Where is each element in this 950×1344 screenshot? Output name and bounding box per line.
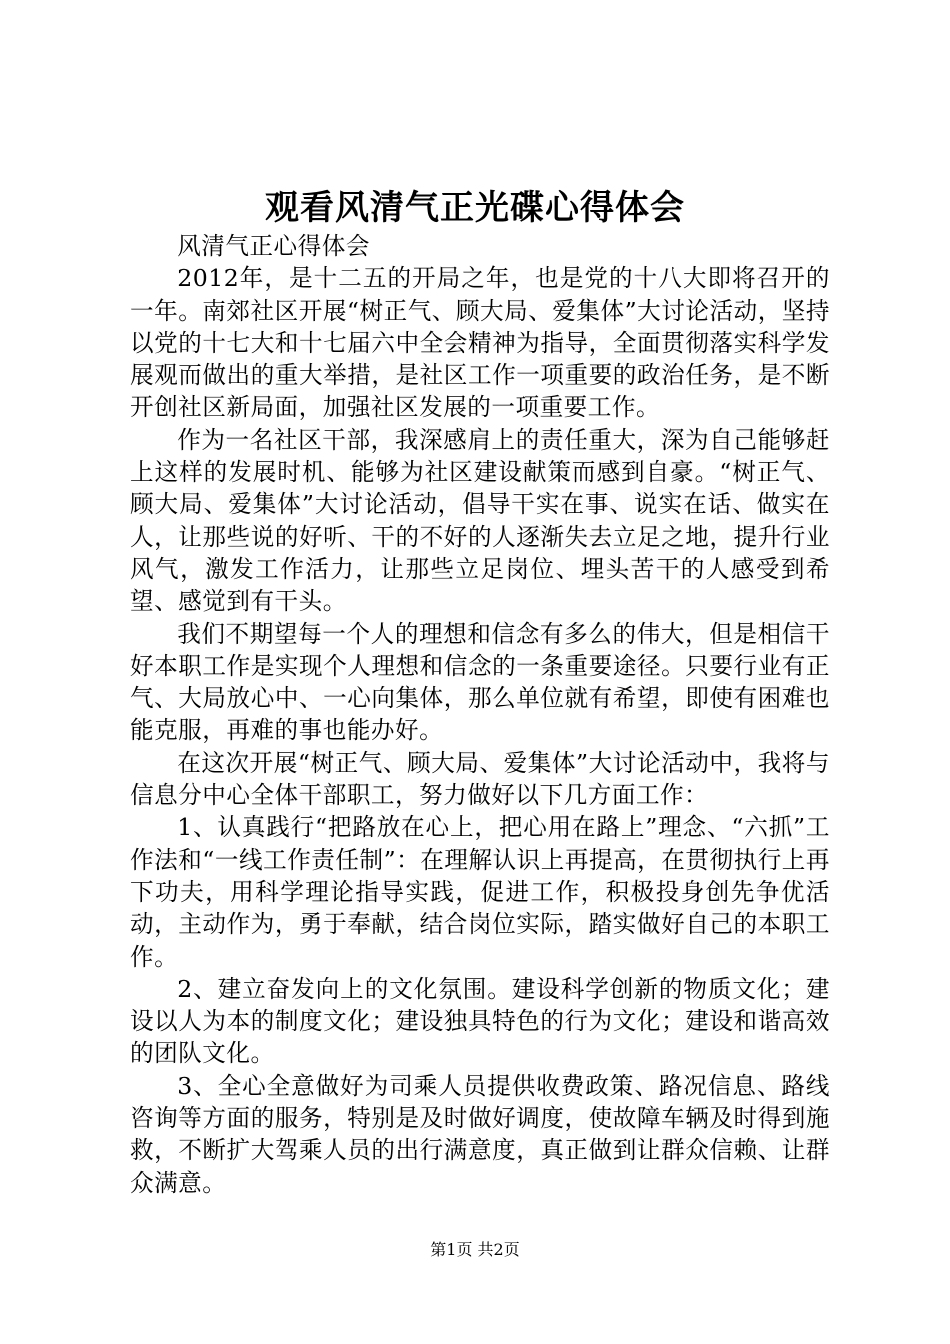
paragraph-subtitle: 风清气正心得体会 (177, 232, 370, 260)
paragraph: 我们不期望每一个人的理想和信念有多么的伟大，但是相信干好本职工作是实现个人理想和信念的一条重要途径。只要行业有正气、大局放心中、一心向集体，那么单位就有希望，即使有困难也能克服，再难的事也能办好。 (130, 619, 830, 745)
page-number-footer: 第1页 共2页 (430, 1240, 520, 1259)
paragraph: 在这次开展“树正气、顾大局、爱集体”大讨论活动中，我将与信息分中心全体干部职工，努力做好以下几方面工作： (130, 748, 830, 810)
document-body (130, 230, 830, 1199)
list-item-paragraph: 1、认真践行“把路放在心上，把心用在路上”理念、“六抓”工作法和“一线工作责任制”：在理解认识上再提高，在贯彻执行上再下功夫，用科学理论指导实践，促进工作，积极投身创先争优活动，主动作为，勇于奉献，结合岗位实际，踏实做好自己的本职工作。 (130, 813, 830, 971)
list-item-paragraph: 2、建立奋发向上的文化氛围。建设科学创新的物质文化；建设以人为本的制度文化；建设独具特色的行为文化；建设和谐高效的团队文化。 (130, 974, 830, 1068)
paragraph: 作为一名社区干部，我深感肩上的责任重大，深为自己能够赶上这样的发展时机、能够为社区建设献策而感到自豪。“树正气、顾大局、爱集体”大讨论活动，倡导干实在事、说实在话、做实在人，让那些说的好听、干的不好的人逐渐失去立足之地，提升行业风气，激发工作活力，让那些立足岗位、埋头苦干的人感受到希望、感觉到有干头。 (130, 425, 830, 616)
document-title: 观看风清气正光碟心得体会 (265, 188, 685, 228)
list-item-paragraph: 3、全心全意做好为司乘人员提供收费政策、路况信息、路线咨询等方面的服务，特别是及时做好调度，使故障车辆及时得到施救，不断扩大驾乘人员的出行满意度，真正做到让群众信赖、让群众满意。 (130, 1071, 830, 1197)
paragraph: 2012年，是十二五的开局之年，也是党的十八大即将召开的一年。南郊社区开展“树正气、顾大局、爱集体”大讨论活动，坚持以党的十七大和十七届六中全会精神为指导，全面贯彻落实科学发展观而做出的重大举措，是社区工作一项重要的政治任务，是不断开创社区新局面，加强社区发展的一项重要工作。 (130, 264, 830, 422)
